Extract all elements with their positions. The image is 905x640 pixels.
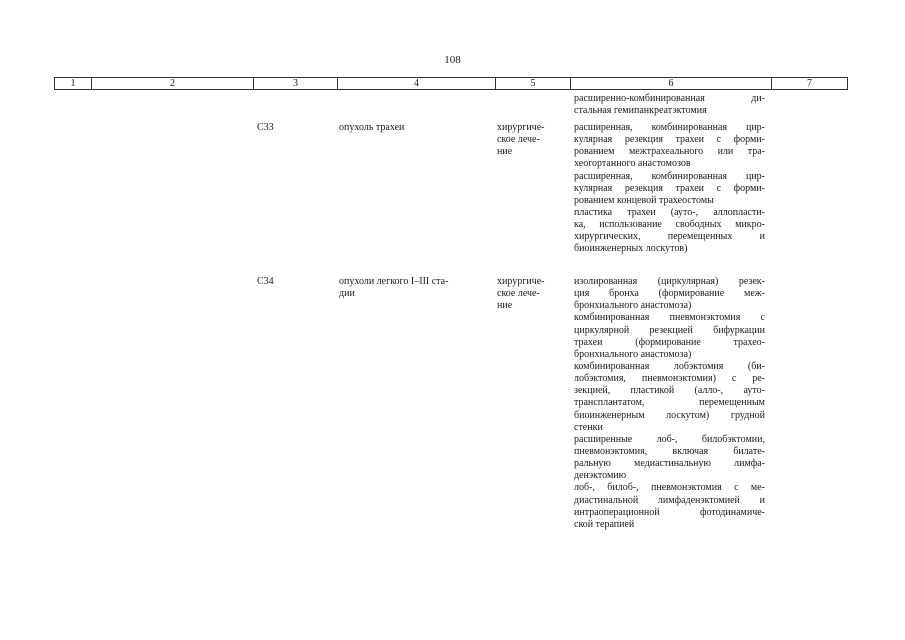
treatment-line: ние [497,300,513,312]
method-line: лобэктомия, пневмонэктомия) с ре- [574,373,765,385]
method-line: хеогортанного анастомозов [574,158,691,170]
method-line: расширенные лоб-, билобэктомии, [574,433,765,445]
method-line: биоинженерным лоскутом) грудной [574,409,765,421]
treatment-line: хирургиче- [497,122,545,133]
header-col-4: 4 [338,78,496,89]
header-col-7: 7 [772,78,848,89]
header-col-1: 1 [55,78,92,89]
diagnosis [339,122,489,134]
method-line: комбинированная пневмонэктомия с [574,312,765,324]
page-number: 108 [444,54,461,66]
method-line: рованием концевой трахеостомы [574,194,714,206]
header-col-5: 5 [496,78,571,89]
method-line: хирургических, перемещенных и [574,231,765,243]
treatment-type [497,276,566,312]
method-line: бронхиального анастомоза) [574,348,692,360]
method-line: кулярная резекция трахеи с форми- [574,182,765,194]
method-line: стальная гемипанкреатэктомия [574,105,707,117]
continuation-methods [574,93,765,117]
method-line: пневмонэктомия, включая билате- [574,445,765,457]
method-line: циркулярной резекцией бифуркации [574,324,765,336]
method-line: ция бронха (формирование меж- [574,288,765,300]
method-line: лоб-, билоб-, пневмонэктомия с ме- [574,482,765,494]
treatment-line: ское лече- [497,134,540,146]
method-line: комбинированная лобэктомия (би- [574,360,765,372]
method-line: денэктомию [574,470,627,482]
method-line: биоинженерных лоскутов) [574,243,688,255]
method-line: трансплантатом, перемещенным [574,397,765,409]
treatment-methods [574,276,765,531]
method-line: зекцией, пластикой (алло-, ауто- [574,385,765,397]
treatment-line: ние [497,146,513,158]
method-line: изолированная (циркулярная) резек- [574,276,765,287]
method-line: ральную медиастинальную лимфа- [574,458,765,470]
icd-code: C33 [257,122,274,133]
method-line: интраоперационной фотодинамиче- [574,506,765,518]
diagnosis [339,276,489,300]
diagnosis-line: дии [339,288,355,300]
treatment-line: ское лече- [497,288,540,300]
method-line: бронхиального анастомоза) [574,300,692,312]
treatment-line: хирургиче- [497,276,545,287]
diagnosis-line: опухоли легкого I–III ста- [339,276,449,287]
treatment-methods [574,122,765,256]
method-line: стенки [574,421,603,433]
method-line: рованием межтрахеального или тра- [574,146,765,158]
method-line: диастинальной лимфаденэктомией и [574,494,765,506]
table-header-row [54,77,848,90]
header-col-6: 6 [571,78,772,89]
treatment-type [497,122,566,158]
method-line: пластика трахеи (ауто-, аллопласти- [574,206,765,218]
method-line: расширенно-комбинированная ди- [574,93,765,104]
icd-code: C34 [257,276,274,287]
method-line: ской терапией [574,518,635,530]
method-line: расширенная, комбинированная цир- [574,170,765,182]
header-col-3: 3 [254,78,338,89]
method-line: кулярная резекция трахеи с форми- [574,134,765,146]
header-col-2: 2 [92,78,254,89]
method-line: трахеи (формирование трахео- [574,336,765,348]
diagnosis-line: опухоль трахеи [339,122,405,133]
method-line: расширенная, комбинированная цир- [574,122,765,133]
method-line: ка, использование свободных микро- [574,219,765,231]
